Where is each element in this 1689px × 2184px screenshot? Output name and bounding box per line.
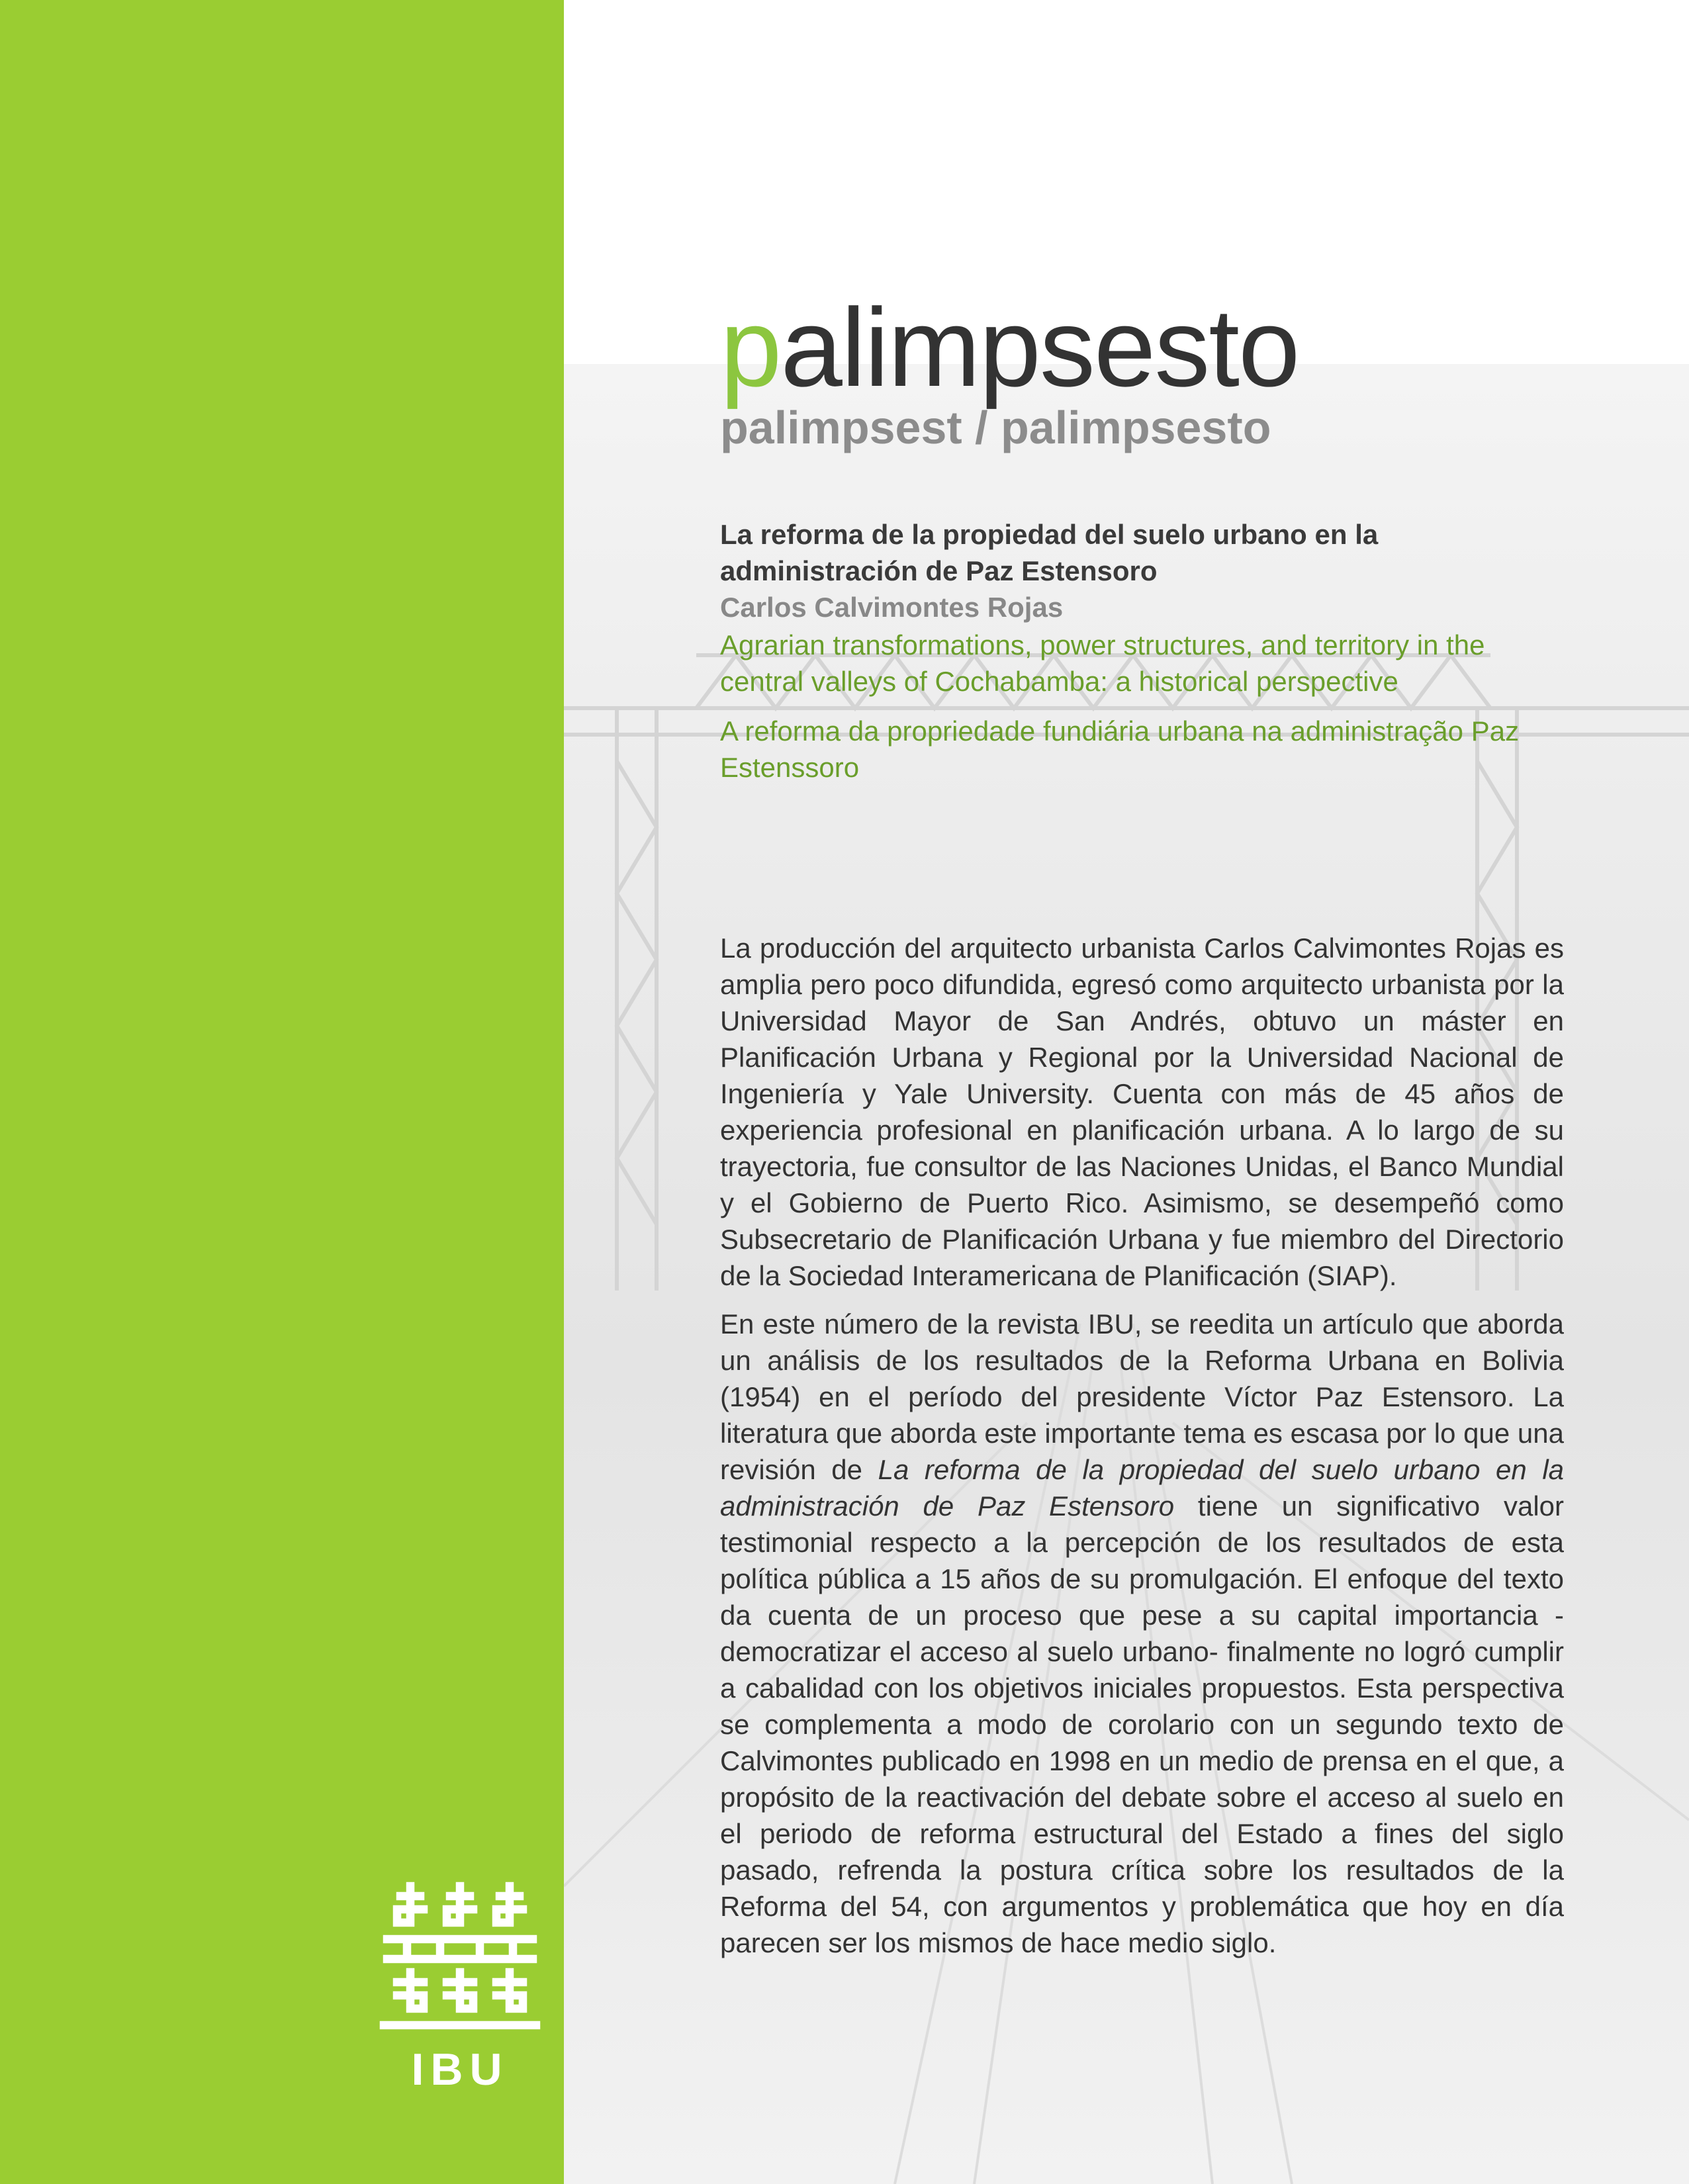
article-header xyxy=(720,516,1561,786)
masthead xyxy=(720,285,1580,454)
green-sidebar xyxy=(0,0,564,2184)
title-rest: alimpsesto xyxy=(780,285,1299,410)
ibu-logo xyxy=(377,1873,543,2095)
section-title xyxy=(720,285,1580,410)
article-title-portuguese: A reforma da propriedade fundiária urbana na administração Paz Estenssoro xyxy=(720,715,1520,783)
body-paragraph: La producción del arquitecto urbanista Carlos Calvimontes Rojas es amplia pero poco difundida, egresó como arquitecto urbanista por la Universidad Mayor de San Andrés, obtuvo un máster en Planificación Urbana y Regional por la Universidad Nacional de Ingeniería y Yale University. Cuenta con más de 45 años de experiencia profesional en planificación urbana. A lo largo de su trayectoria, fue consultor de las Naciones Unidas, el Banco Mundial y el Gobierno de Puerto Rico. Asimismo, se desempeñó como Subsecretario de Planificación Urbana y fue miembro del Directorio de la Sociedad Interamericana de Planificación (SIAP). xyxy=(720,933,1564,1291)
title-initial: p xyxy=(720,285,781,410)
ibu-logo-icon xyxy=(377,1873,543,2038)
logo-text: IBU xyxy=(411,2044,509,2095)
article-title: La reforma de la propiedad del suelo urbano en la administración de Paz Estensoro xyxy=(720,519,1379,586)
paragraph-text: En este número de la revista IBU, se reedita un artículo que aborda un análisis de los resultados de la Reforma Urbana en Bolivia (1954) en el período del presidente Víctor Paz Estensoro. La literatura que aborda este importante tema es escasa por lo que una revisión de xyxy=(720,1308,1564,1485)
article-author: Carlos Calvimontes Rojas xyxy=(720,592,1064,623)
body-paragraph xyxy=(720,1306,1564,1961)
section-subtitle: palimpsest / palimpsesto xyxy=(720,402,1271,453)
cited-title: La reforma de la propiedad del suelo urbano en la administración de Paz Estensoro xyxy=(720,1454,1565,1522)
article-body xyxy=(720,930,1564,1973)
paragraph-text: tiene un significativo valor testimonial respecto a la percepción de los resultados de esta política pública a 15 años de su promulgación. El enfoque del texto da cuenta de un proceso que pese a su capital importancia - democratizar el acceso al suelo urbano- finalmente no logró cumplir a cabalidad con los objetivos iniciales propuestos. Esta perspectiva se complementa a modo de corolario con un segundo texto de Calvimontes publicado en 1998 en un medio de prensa en el que, a propósito de la reactivación del debate sobre el acceso al suelo en el periodo de reforma estructural del Estado a fines del siglo pasado, refrenda la postura crítica sobre los resultados de la Reforma del 54, con argumentos y problemática que hoy en día parecen ser los mismos de hace medio siglo. xyxy=(720,1490,1565,1958)
article-title-english: Agrarian transformations, power structures, and territory in the central valleys of Cochabamba: a historical perspective xyxy=(720,629,1485,697)
